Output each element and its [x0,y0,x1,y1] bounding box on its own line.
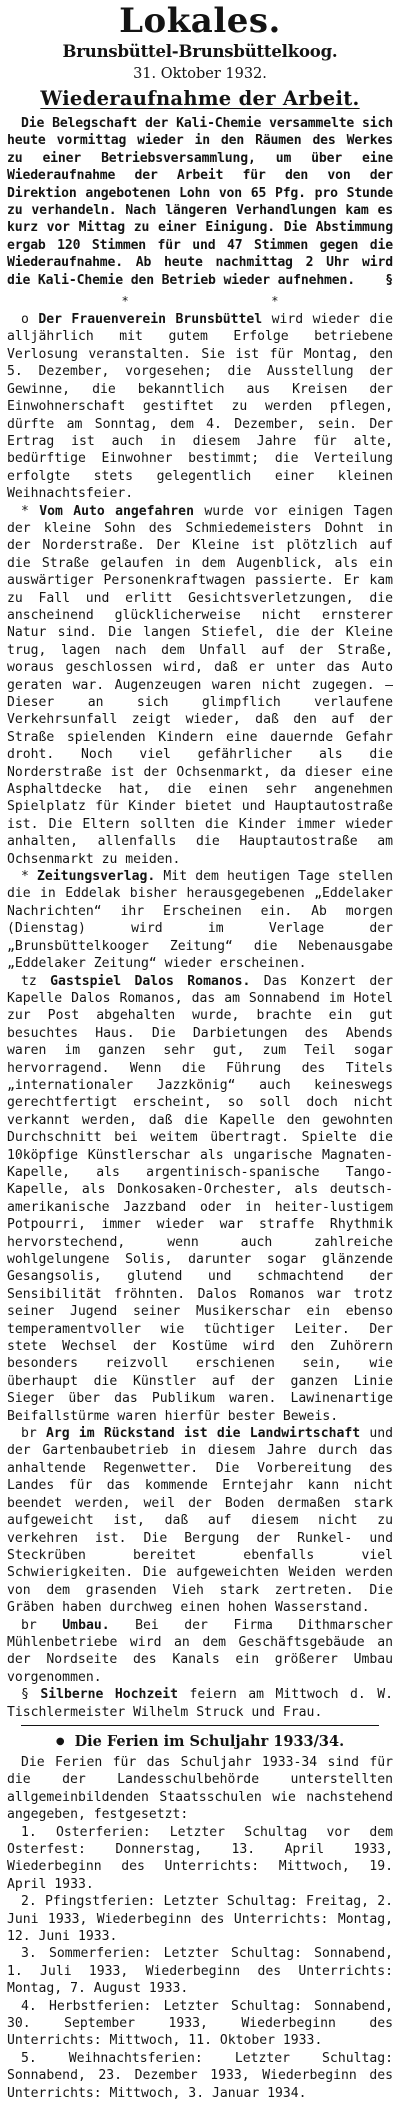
news-item [7,868,393,972]
lead-paragraph [7,115,393,289]
item-prefix: br [21,1617,37,1633]
item-lead: Vom Auto angefahren [39,503,194,519]
item-text: Mit dem heutigen Tage stellen die in Eddelak bisher herausgegebenen „Eddelaker Nachrichten“ ihr Erscheinen ein. Ab morgen (Dienstag) wird im Verlage der „Brunsbüttelkooger Zeitung“ die Nebenausgabe „Eddelaker Zeitung“ wieder erscheinen. [7,869,394,972]
item-lead: Zeitungsverlag. [37,869,156,885]
item-lead: Gastspiel Dalos Romanos. [50,973,251,989]
item-prefix: § [21,1687,29,1703]
item-text: und der Gartenbaubetrieb in diesem Jahre durch das anhaltende Regenwetter. Die Vorbereitung des Landes für das kommende Erntejahr kann nicht beendet werden, weil der Boden dermaßen stark aufgeweicht ist, daß auf diesem nicht zu verkehren ist. Die Bergung der Runkel- und Steckrüben bereitet ebenfalls viel Schwierigkeiten. Die aufgeweichten Weiden werden von dem grasenden Vieh stark zertreten. Die Gräben haben durchweg einen hohen Wasserstand. [7,1426,393,1616]
lead-paragraph-text: Die Belegschaft der Kali-Chemie versammelte sich heute vormittag wieder in den Räumen des Werkes zu einer Betriebsversammlung, um über eine Wiederaufnahme der Arbeit für den von der Direktion angebotenen Lohn von 65 Pfg. pro Stunde zu verhandeln. Nach längeren Verhandlungen kam es kurz vor Mittag zu einer Einigung. Die Abstimmung ergab 120 Stimmen für und 47 Stimmen gegen die Wiederaufnahme. Ab heute nachmittag 2 Uhr wird die Kali-Chemie den Betrieb wieder aufnehmen. [7,116,393,288]
item-prefix: tz [21,973,37,989]
item-prefix: * [21,869,29,885]
news-item [7,1425,393,1616]
star-divider: * * [122,294,348,309]
dateline-place: Brunsbüttel-Brunsbüttelkoog. [62,42,338,61]
item-text: Bei der Firma Dithmarscher Mühlenbetriebe wird an dem Geschäftsgebäude an der Nordseite des Kanals ein größerer Umbau vorgenommen. [7,1617,393,1685]
item-text: wird wieder die alljährlich mit gutem Erfolge betriebene Verlosung veranstalten. Sie ist für Montag, den 5. Dezember, vorgesehen; die Ausstellung der Gewinne, die bekanntlich aus Kreisen der Einwohnerschaft gestiftet zu werden pflegen, dürfte am Sonntag, dem 4. Dezember, sein. Der Ertrag ist auch in diesem Jahre für alte, bedürftige Einwohner bestimmt; die Verteilung erfolgte stets gelegentlich einer kleinen Weihnachtsfeier. [7,312,394,502]
ferien-entry: 2. Pfingstferien: Letzter Schultag: Freitag, 2. Juni 1933, Wiederbeginn des Unterrichts: Montag, 12. Juni 1933. [7,1894,393,1945]
dateline-date: 31. Oktober 1932. [133,66,267,82]
ferien-entry: 3. Sommerferien: Letzter Schultag: Sonnabend, 1. Juli 1933, Wiederbeginn des Unterrichts: Montag, 7. August 1933. [7,1946,393,1997]
item-prefix: br [21,1426,37,1442]
ferien-entry: 1. Osterferien: Letzter Schultag vor dem Osterfest: Donnerstag, 13. April 1933, Wiederbeginn des Unterrichts: Mittwoch, 19. April 1933. [7,1824,393,1892]
ferien-headline [7,1732,393,1752]
ferien-headline-text: Die Ferien im Schuljahr 1933/34. [74,1732,345,1750]
item-prefix: o [21,312,29,328]
item-lead: Silberne Hochzeit [40,1687,178,1703]
ferien-entry: 5. Weihnachtsferien: Letzter Schultag: Sonnabend, 23. Dezember 1933, Wiederbeginn des Unterrichts: Mittwoch, 3. Januar 1934. [7,2050,393,2101]
news-items [7,311,393,1721]
news-item [7,311,393,502]
article-headline: Wiederaufnahme der Arbeit. [40,87,360,110]
item-text: feiern am Mittwoch d. W. Tischlermeister Wilhelm Struck und Frau. [7,1687,394,1720]
section-title: Lokales. [119,1,281,41]
item-lead: Der Frauenverein Brunsbüttel [38,312,263,328]
item-prefix: * [21,503,29,519]
news-item [7,1686,393,1721]
ferien-intro: Die Ferien für das Schuljahr 1933-34 sind für die der Landesschulbehörde unterstellten allgemeinbildenden Staatsschulen wie nachstehend angegeben, festgesetzt: [7,1754,393,1823]
news-item [7,1617,393,1687]
item-lead: Umbau. [62,1617,110,1633]
item-lead: Arg im Rückstand ist die Landwirtschaft [46,1426,361,1442]
ferien-list [7,1824,393,2102]
item-text: wurde vor einigen Tagen der kleine Sohn des Schmiedemeisters Dohnt in der Norderstraße. Der Kleine ist plötzlich auf die Straße gelaufen in dem Augenblick, als ein auswärtiger Personenkraftwagen passierte. Er kam zu Fall und erlitt Gesichtsverletzungen, die anscheinend glücklicherweise nicht ernsterer Natur sind. Die langen Stiefel, die der Kleine trug, lagen nach dem Unfall auf der Straße, woraus geschlossen wird, daß er unter das Auto geraten war. Augenzeugen waren nicht zugegen. — Dieser an sich glimpflich verlaufene Verkehrsunfall zeigt wieder, daß den auf der Straße spielenden Kindern eine dauernde Gefahr droht. Noch viel gefährlicher als die Norderstraße ist der Ochsenmarkt, da dieser eine Asphaltdecke hat, die einen sehr angenehmen Spielplatz für Kinder bietet und Hauptautostraße ist. Die Eltern sollten die Kinder immer wieder anhalten, allenfalls die Hauptautostraße am Ochsenmarkt zu meiden. [7,503,394,867]
item-text: Das Konzert der Kapelle Dalos Romanos, das am Sonnabend im Hotel zur Post abgehalten wurde, brachte ein gut besuchtes Haus. Die Darbietungen des Abends waren im ganzen sehr gut, zum Teil sogar hervorragend. Wenn die Führung des Titels „internationaler Jazzkönig“ auch keineswegs gerechtfertigt erscheint, so soll doch nicht verkannt werden, daß die Kapelle den gewohnten Durchschnitt bei weitem übertragt. Spielte die 10köpfige Künstlerschar als ungarische Magnaten-Kapelle, als argentinisch-spanische Tango-Kapelle, als Donkosaken-Orchester, als deutsch-amerikanische Jazzband oder in heiter-lustigem Potpourri, immer wieder war straffe Rhythmik hervorstechend, wenn auch zahlreiche wohlgelungene Solis, darunter sogar glänzende Gesangsolis, glutend und schmachtend der Sensibilität fröhnten. Dalos Romanos war trotz seiner Jugend seiner Musikerschar ein ebenso temperamentvoller wie tüchtiger Leiter. Der stete Wechsel der Kostüme wird den Zuhörern besonders reizvoll erschienen sein, wie überhaupt die Künstler auf der ganzen Linie Sieger über das Publikum waren. Lawinenartige Beifallstürme waren hierfür bester Beweis. [7,973,394,1424]
section-mark: § [385,272,393,288]
ferien-entry: 4. Herbstferien: Letzter Schultag: Sonnabend, 30. September 1933, Wiederbeginn des Unterrichts: Mittwoch, 11. Oktober 1933. [7,1998,393,2049]
news-item [7,973,393,1426]
bullet-icon: ● [55,1735,65,1747]
news-item [7,503,393,869]
divider-rule [21,1725,379,1726]
